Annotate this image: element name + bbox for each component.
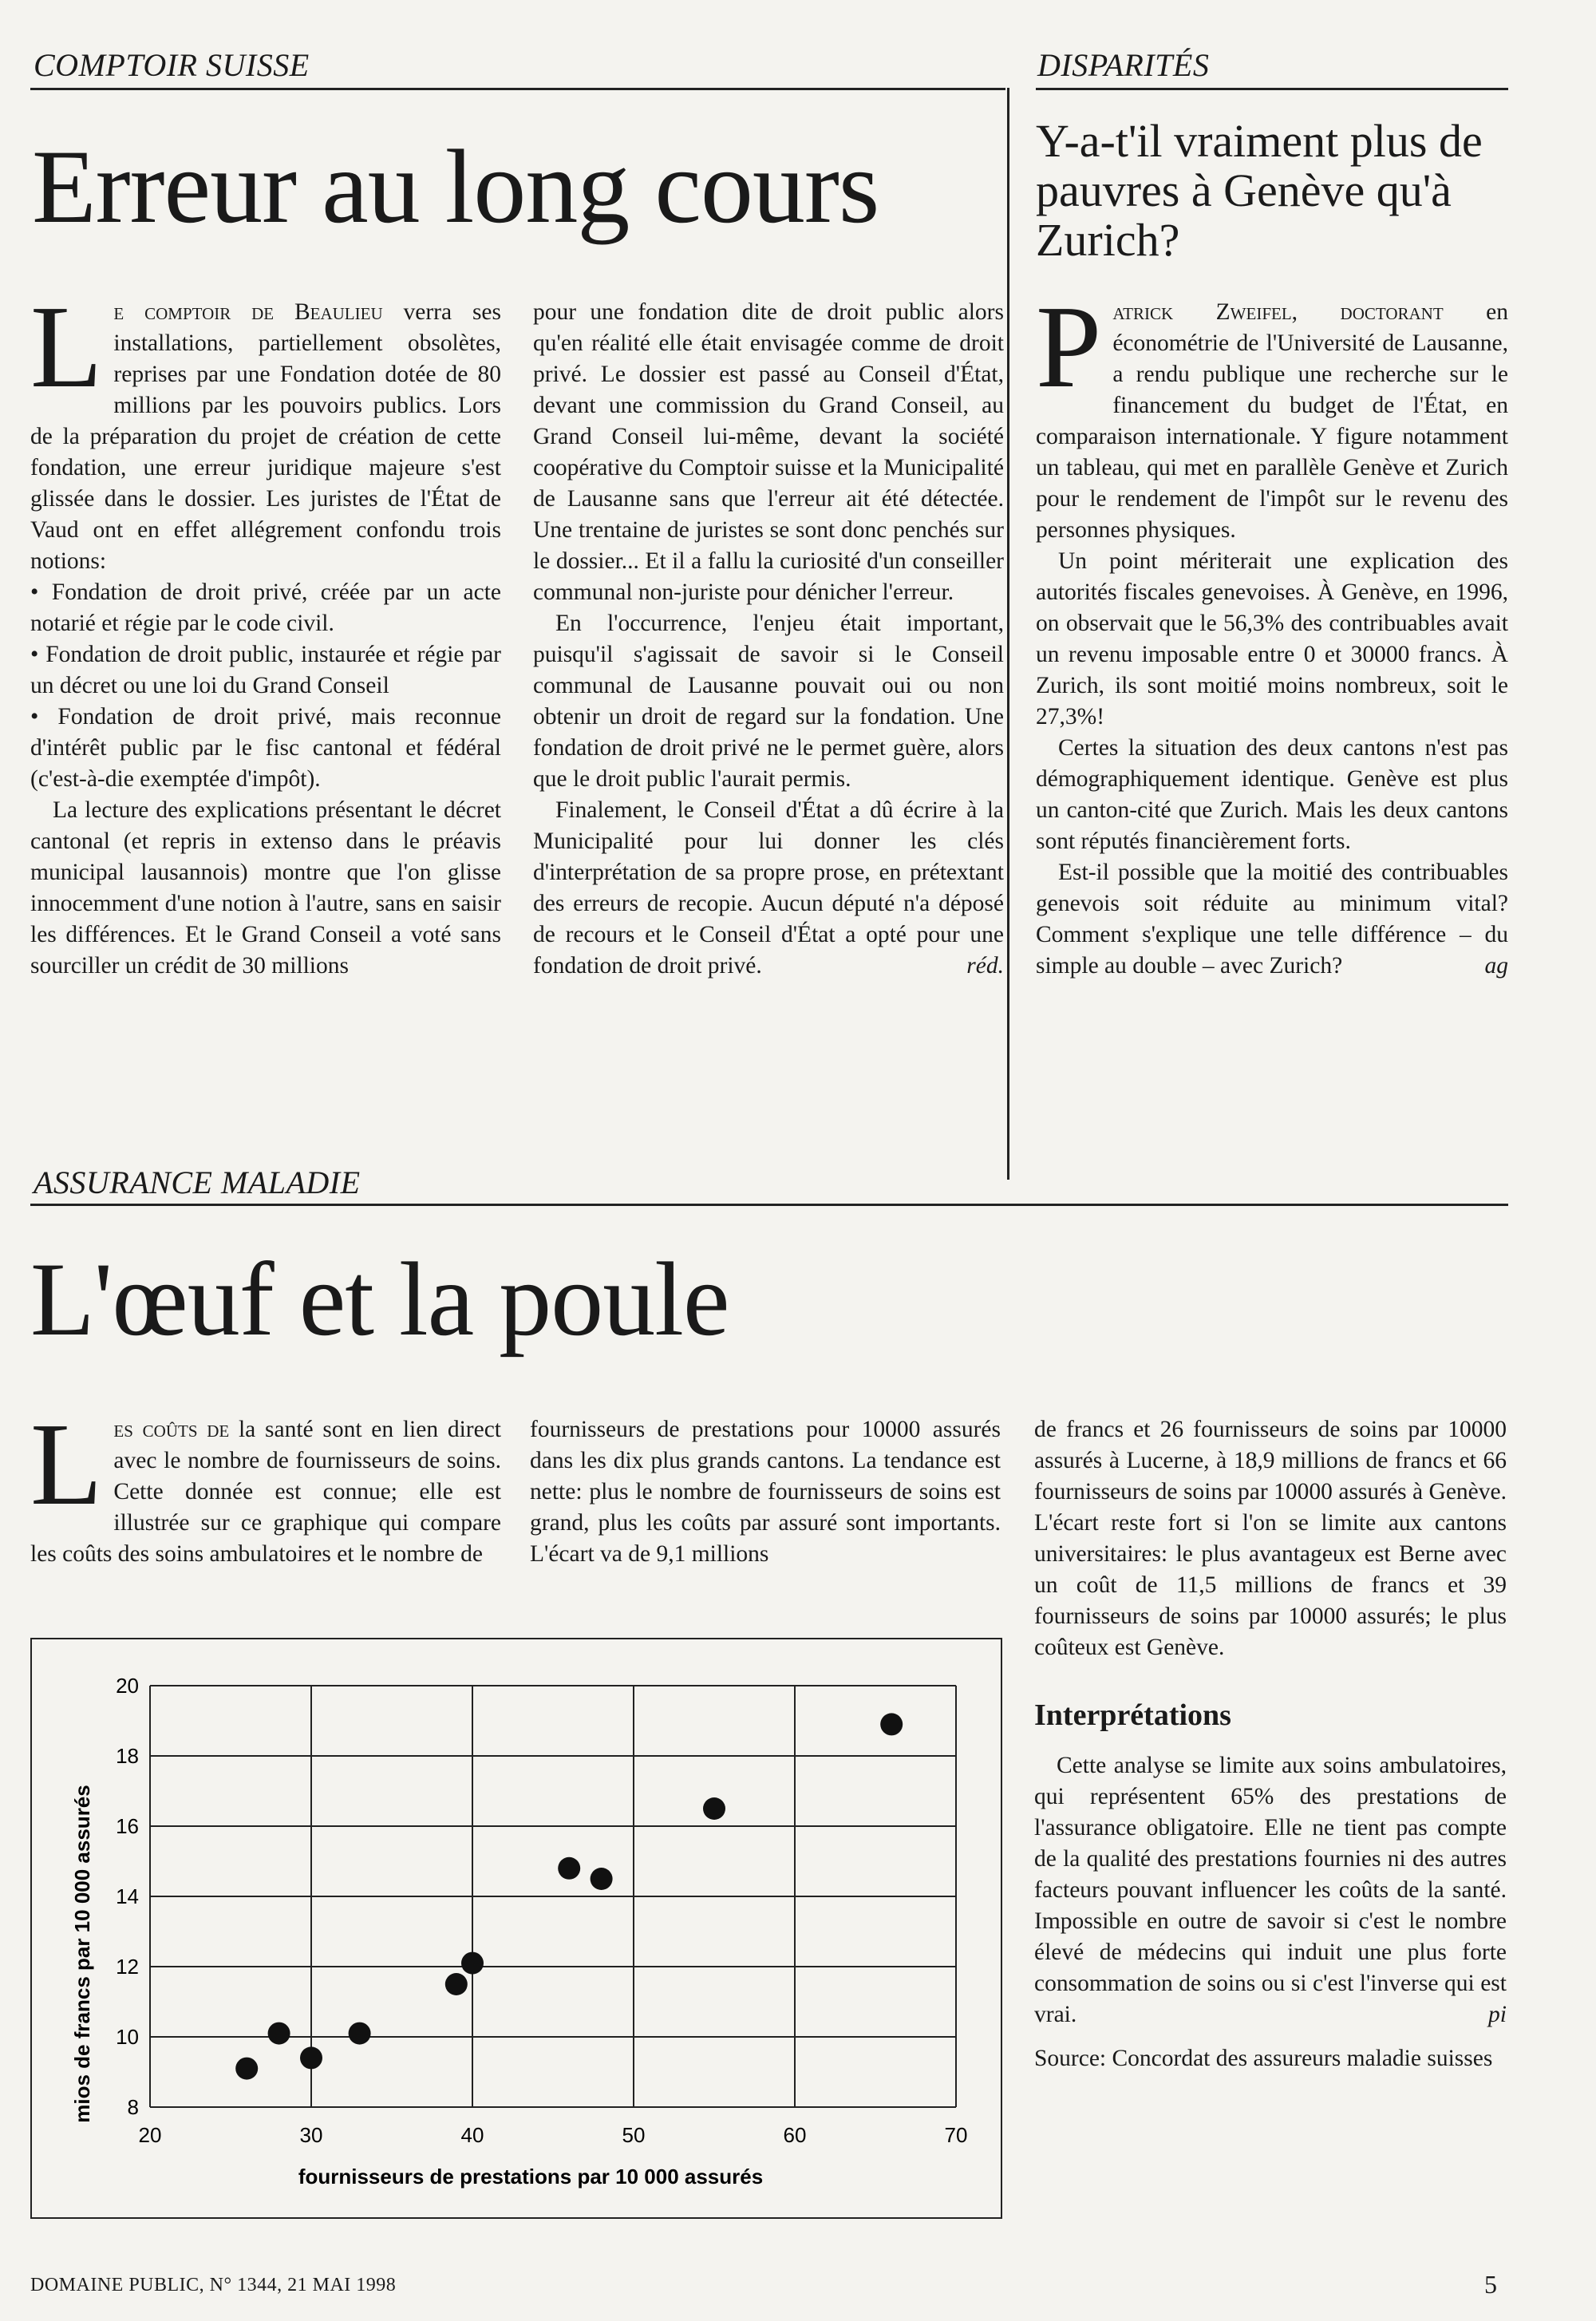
y-tick-label: 16 [116,1814,139,1838]
paragraph: Cette analyse se limite aux soins ambulatoires, qui représentent 65% des prestations de l'assurance obligatoire. Elle ne tient pas compte de la qualité des prestations fournies ni des autres facteurs pouvant influencer les coûts de la santé. Impossible en outre de savoir si c'est le nombre élevé de médecins qui induit une plus forte consommation de soins ou si c'est l'inverse qui est vrai. [1034,1753,1507,2027]
lead-small-caps: es coûts de [113,1417,230,1442]
scatter-chart [32,1639,1001,2217]
paragraph: Certes la situation des deux cantons n'est pas démographiquement identique. Genève est plus un canton-cité que Zurich. Mais les deux cantons sont réputés financièrement forts. [1036,735,1508,854]
data-point [349,2022,371,2045]
section-title: Interprétations [1034,1698,1231,1732]
y-axis-label: mios de francs par 10 000 assurés [70,1785,94,2123]
bottom-article-column-2 [530,1414,1001,1570]
bottom-article-column-1 [30,1399,501,1570]
data-point [235,2058,258,2080]
page-number: 5 [1484,2270,1497,2299]
bottom-kicker: ASSURANCE MALADIE [34,1164,361,1200]
data-point [558,1857,580,1880]
left-kicker: COMPTOIR SUISSE [34,47,310,83]
paragraph: En l'occurrence, l'enjeu était important, puisqu'il s'agissait de savoir si le Conseil communal de Lausanne pouvait oui ou non obtenir un droit de regard sur la fondation. Une fondation de droit privé ne le permet guère, alors que le droit public l'aurait permis. [533,611,1004,792]
left-article-column-1 [30,282,502,982]
paragraph: Un point mériterait une explication des autorités fiscales genevoises. À Genève, en 1996, on observait que le 56,3% des contribuables avait un revenu imposable entre 0 et 30000 francs. À Zurich, ils sont moitié moins nombreux, soit le 27,3%! [1036,548,1508,730]
lead-small-caps: e comptoir de Beaulieu [113,299,383,325]
paragraph: de francs et 26 fournisseurs de soins par 10000 assurés à Lucerne, à 18,9 millions de francs et 66 fournisseurs de soins par 10000 assurés à Genève. L'écart reste fort si l'on se limite aux cantons universitaires: le plus avantageux est Berne avec un coût de 11,5 millions de francs et 39 fournisseurs de soins par 10000 assurés; le plus coûteux est Genève. [1034,1417,1507,1660]
data-point [703,1797,725,1820]
x-tick-label: 70 [944,2123,968,2147]
paragraph: La lecture des explications présentant le décret cantonal (et repris in extenso dans le préavis municipal lausannois) montre que l'on glisse innocemment d'une notion à l'autre, sans en saisir les différences. Et le Grand Conseil a voté sans sourciller un crédit de 30 millions [30,797,501,979]
data-point [591,1868,613,1890]
y-tick-label: 18 [116,1744,139,1768]
x-axis-label: fournisseurs de prestations par 10 000 assurés [298,2165,764,2189]
bullet-item: • Fondation de droit privé, créée par un acte notarié et régie par le code civil. [30,579,501,636]
right-kicker: DISPARITÉS [1037,47,1210,83]
data-point [880,1713,903,1735]
paragraph: fournisseurs de prestations pour 10000 assurés dans les dix plus grands cantons. La tendance est nette: plus le nombre de fournisseurs de soins est grand, plus les coûts par assuré sont importants. L'écart va de 9,1 millions [530,1417,1001,1567]
bottom-kicker-rule [30,1204,1508,1206]
left-article-column-2 [533,297,1004,982]
drop-cap: L [30,1399,103,1530]
signature: réd. [966,953,1004,979]
x-tick-label: 40 [460,2123,484,2147]
bullet-item: • Fondation de droit public, instaurée et régie par un décret ou une loi du Grand Conseil [30,642,501,698]
y-tick-label: 10 [116,2025,139,2049]
column-divider [1007,88,1009,1180]
lead-text: verra ses installations, partiellement obsolètes, reprises par une Fondation dotée de 80 millions par les pouvoirs publics. Lors de la préparation du projet de création de cette fondation, une erreur juridique majeure s'est glissée dans le dossier. Les juristes de l'État de Vaud ont en effet allégrement confondu trois notions: [30,299,502,574]
drop-cap: P [1036,282,1102,413]
y-tick-label: 12 [116,1955,139,1979]
right-article-column [1036,282,1509,982]
bottom-article-column-3 [1034,1414,1507,2074]
data-point [461,1952,484,1975]
source-note: Source: Concordat des assureurs maladie suisses [1034,2046,1493,2071]
left-headline: Erreur au long cours [32,128,879,245]
x-tick-label: 60 [783,2123,807,2147]
left-kicker-rule [30,88,1005,90]
y-tick-label: 8 [127,2095,139,2119]
right-kicker-rule [1036,88,1508,90]
y-tick-label: 20 [116,1674,139,1698]
bottom-headline: L'œuf et la poule [30,1240,729,1358]
bullet-item: • Fondation de droit privé, mais reconnue d'intérêt public par le fisc cantonal et fédéral (c'est-à-die exemptée d'impôt). [30,704,501,792]
right-headline: Y-a-t'il vraiment plus de pauvres à Genève qu'à Zurich? [1036,115,1483,266]
chart-frame [30,1638,1002,2219]
lead-text: la santé sont en lien direct avec le nombre de fournisseurs de soins. Cette donnée est connue; elle est illustrée sur ce graphique qui compare les coûts des soins ambulatoires et le nombre de [30,1417,501,1567]
x-tick-label: 30 [299,2123,323,2147]
x-tick-label: 20 [138,2123,162,2147]
signature: pi [1488,2002,1507,2027]
x-tick-label: 50 [622,2123,646,2147]
paragraph: Finalement, le Conseil d'État a dû écrire à la Municipalité pour lui donner les clés d'interprétation de sa propre prose, en prétextant des erreurs de recopie. Aucun député n'a déposé de recours et le Conseil d'État a opté pour une fondation de droit privé. [533,797,1004,979]
data-point [300,2046,322,2069]
lead-small-caps: atrick Zweifel, doctorant [1112,299,1444,325]
footer-publication: DOMAINE PUBLIC, N° 1344, 21 MAI 1998 [30,2275,397,2295]
paragraph: pour une fondation dite de droit public alors qu'en réalité elle était envisagée comme de droit privé. Le dossier est passé au Conseil d'État, devant une commission du Grand Conseil, au Grand Conseil lui-même, devant la société coopérative du Comptoir suisse et la Municipalité de Lausanne sans que l'erreur ait été détectée. Une trentaine de juristes se sont donc penchés sur le dossier... Et il a fallu la curiosité d'un conseiller communal non-juriste pour dénicher l'erreur. [533,299,1004,605]
data-point [268,2022,290,2045]
drop-cap: L [30,282,103,413]
signature: ag [1484,953,1508,979]
y-tick-label: 14 [116,1884,139,1908]
lead-text: en économétrie de l'Université de Lausanne, a rendu publique une recherche sur le financement du budget de l'État, en comparaison internationale. Y figure notamment un tableau, qui met en parallèle Genève et Zurich pour le rendement de l'impôt sur le revenu des personnes physiques. [1036,299,1509,543]
data-point [445,1973,468,1995]
paragraph: Est-il possible que la moitié des contribuables genevois soit réduite au minimum vital? Comment s'explique une telle différence – du simple au double – avec Zurich? [1036,860,1508,979]
